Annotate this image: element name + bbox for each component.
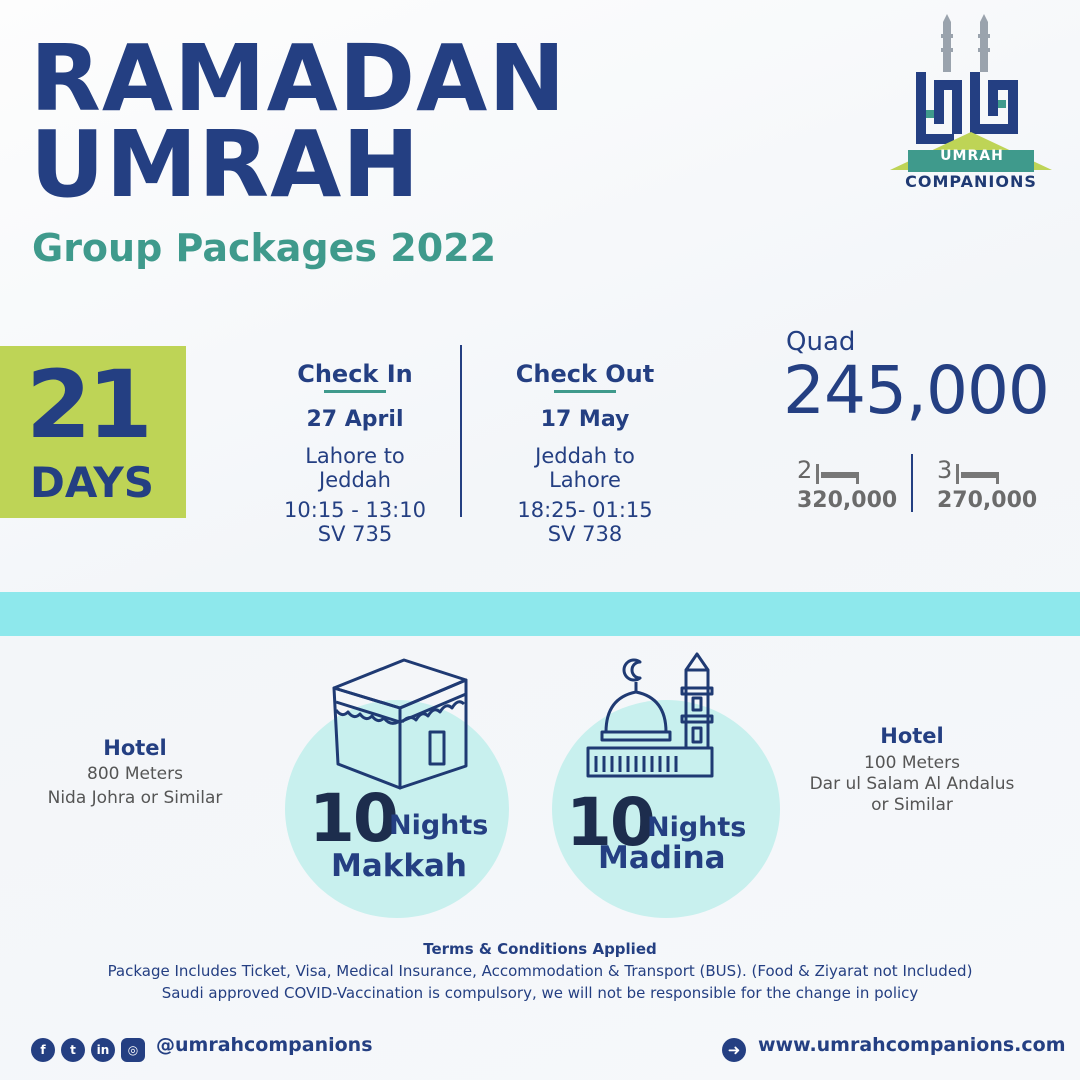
triple-room-price: 270,000 <box>937 488 1038 513</box>
title-line-1: RAMADAN <box>30 25 567 132</box>
flight-number: SV 738 <box>547 522 623 546</box>
hotel-distance: 800 Meters <box>87 764 183 784</box>
quad-price: 245,000 <box>783 352 1049 429</box>
price-divider <box>911 454 913 512</box>
makkah-nights-number: 10 <box>309 780 397 857</box>
madina-nights-word: Nights <box>647 812 747 843</box>
quad-label: Quad <box>786 327 856 357</box>
flight-time: 10:15 - 13:10 <box>284 498 426 522</box>
route-line-1: Jeddah to <box>535 444 635 468</box>
duration-unit: DAYS <box>30 458 155 507</box>
terms-line-2: Saudi approved COVID-Vaccination is compulsory, we will not be responsible for the change in policy <box>161 984 919 1002</box>
page-title <box>30 25 567 218</box>
route-line-1: Lahore to <box>305 444 405 468</box>
madina-hotel-info <box>798 726 1026 816</box>
flight-time: 18:25- 01:15 <box>517 498 653 522</box>
column-divider <box>460 345 462 517</box>
instagram-icon[interactable]: ◎ <box>121 1038 145 1062</box>
makkah-nights-word: Nights <box>389 810 489 841</box>
terms-heading: Terms & Conditions Applied <box>423 940 657 958</box>
route-line-2: Lahore <box>549 468 621 492</box>
mosque-icon <box>582 648 722 780</box>
check-in-date: 27 April <box>306 407 404 432</box>
hotel-title: Hotel <box>880 724 944 748</box>
check-in-route <box>268 444 442 492</box>
subtitle: Group Packages 2022 <box>32 226 497 270</box>
check-out-time <box>492 498 678 546</box>
madina-nights-number: 10 <box>566 784 654 861</box>
flight-number: SV 735 <box>317 522 393 546</box>
route-line-2: Jeddah <box>319 468 391 492</box>
check-out-column <box>492 360 678 546</box>
check-in-heading: Check In <box>297 360 413 388</box>
double-room-count: 2 <box>797 456 813 484</box>
logo-text-umrah: UMRAH <box>940 148 1004 164</box>
check-in-column <box>268 360 442 546</box>
triple-room-count: 3 <box>937 456 953 484</box>
social-handle-link[interactable]: @umrahcompanions <box>156 1034 373 1056</box>
logo-text-companions: COMPANIONS <box>905 172 1037 191</box>
check-out-route <box>492 444 678 492</box>
hotel-name-line-2: or Similar <box>871 795 953 815</box>
hotel-title: Hotel <box>103 736 167 760</box>
bed-icon <box>815 462 861 486</box>
check-in-time <box>268 498 442 546</box>
madina-city: Madina <box>598 840 726 876</box>
arrow-right-icon[interactable]: ➜ <box>722 1038 746 1062</box>
umrah-companions-logo <box>886 14 1056 194</box>
hotel-name-line-1: Dar ul Salam Al Andalus <box>809 774 1015 794</box>
makkah-hotel-info <box>30 736 240 810</box>
hotel-name: Nida Johra or Similar <box>47 788 223 808</box>
title-line-2: UMRAH <box>30 111 421 218</box>
bed-icon <box>955 462 1001 486</box>
divider-band <box>0 592 1080 636</box>
duration-number: 21 <box>26 351 149 460</box>
hotel-distance: 100 Meters <box>864 753 960 773</box>
makkah-city: Makkah <box>331 848 467 884</box>
heading-underline <box>554 390 616 393</box>
twitter-icon[interactable]: t <box>61 1038 85 1062</box>
double-room-price: 320,000 <box>797 488 898 513</box>
terms-line-1: Package Includes Ticket, Visa, Medical Insurance, Accommodation & Transport (BUS). (Food & Ziyarat not Included) <box>107 962 973 980</box>
check-out-heading: Check Out <box>515 360 655 388</box>
facebook-icon[interactable]: f <box>31 1038 55 1062</box>
terms-section <box>0 938 1080 1004</box>
kaaba-icon <box>330 656 470 792</box>
linkedin-icon[interactable]: in <box>91 1038 115 1062</box>
website-link[interactable]: www.umrahcompanions.com <box>758 1034 1066 1056</box>
check-out-date: 17 May <box>540 407 630 432</box>
heading-underline <box>324 390 386 393</box>
